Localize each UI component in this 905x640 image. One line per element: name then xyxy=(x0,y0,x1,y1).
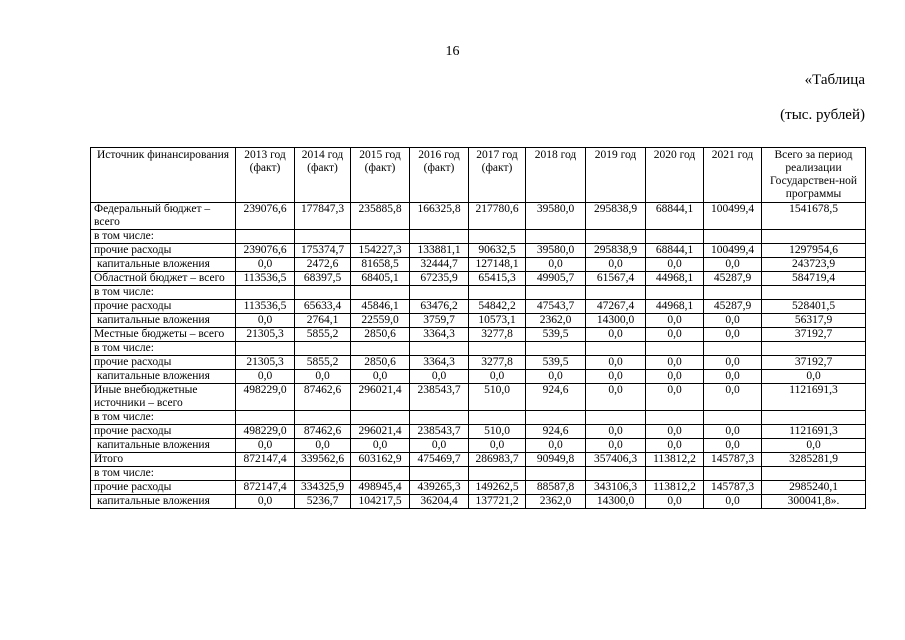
value-cell: 0,0 xyxy=(410,439,469,453)
value-cell: 0,0 xyxy=(704,384,762,411)
row-label: прочие расходы xyxy=(91,425,236,439)
header-year: 2021 год xyxy=(704,148,762,203)
empty-cell xyxy=(295,411,351,425)
subheader-label: в том числе: xyxy=(91,286,236,300)
total-cell: 1121691,3 xyxy=(762,384,866,411)
table-row xyxy=(91,370,866,384)
empty-cell xyxy=(646,286,704,300)
header-year: 2015 год (факт) xyxy=(351,148,410,203)
empty-cell xyxy=(704,411,762,425)
header-year: 2017 год (факт) xyxy=(469,148,526,203)
empty-cell xyxy=(410,230,469,244)
row-label: Итого xyxy=(91,453,236,467)
empty-cell xyxy=(646,230,704,244)
value-cell: 0,0 xyxy=(646,439,704,453)
subheader-label: в том числе: xyxy=(91,342,236,356)
row-label: прочие расходы xyxy=(91,244,236,258)
value-cell: 0,0 xyxy=(704,495,762,509)
subheader-row xyxy=(91,342,866,356)
subheader-row xyxy=(91,467,866,481)
value-cell: 0,0 xyxy=(526,439,586,453)
value-cell: 286983,7 xyxy=(469,453,526,467)
value-cell: 68397,5 xyxy=(295,272,351,286)
total-cell: 1121691,3 xyxy=(762,425,866,439)
empty-cell xyxy=(351,286,410,300)
value-cell: 2850,6 xyxy=(351,356,410,370)
value-cell: 0,0 xyxy=(646,258,704,272)
value-cell: 0,0 xyxy=(586,356,646,370)
empty-cell xyxy=(704,286,762,300)
value-cell: 0,0 xyxy=(646,495,704,509)
value-cell: 0,0 xyxy=(586,328,646,342)
table-row xyxy=(91,258,866,272)
empty-cell xyxy=(236,286,295,300)
value-cell: 296021,4 xyxy=(351,425,410,439)
empty-cell xyxy=(469,467,526,481)
value-cell: 0,0 xyxy=(586,370,646,384)
value-cell: 924,6 xyxy=(526,425,586,439)
total-cell: 0,0 xyxy=(762,439,866,453)
row-label: капитальные вложения xyxy=(91,495,236,509)
empty-cell xyxy=(351,230,410,244)
total-cell: 1297954,6 xyxy=(762,244,866,258)
value-cell: 872147,4 xyxy=(236,481,295,495)
value-cell: 14300,0 xyxy=(586,314,646,328)
row-label: прочие расходы xyxy=(91,356,236,370)
empty-cell xyxy=(586,342,646,356)
value-cell: 45287,9 xyxy=(704,272,762,286)
value-cell: 5855,2 xyxy=(295,356,351,370)
value-cell: 3277,8 xyxy=(469,328,526,342)
value-cell: 54842,2 xyxy=(469,300,526,314)
value-cell: 510,0 xyxy=(469,425,526,439)
empty-cell xyxy=(295,286,351,300)
value-cell: 104217,5 xyxy=(351,495,410,509)
empty-cell xyxy=(646,467,704,481)
row-label: капитальные вложения xyxy=(91,314,236,328)
empty-cell xyxy=(410,286,469,300)
value-cell: 175374,7 xyxy=(295,244,351,258)
header-year: 2016 год (факт) xyxy=(410,148,469,203)
total-cell: 3285281,9 xyxy=(762,453,866,467)
value-cell: 133881,1 xyxy=(410,244,469,258)
empty-cell xyxy=(762,411,866,425)
value-cell: 0,0 xyxy=(646,384,704,411)
header-total: Всего за период реализации Государствен-ной программы xyxy=(762,148,866,203)
value-cell: 475469,7 xyxy=(410,453,469,467)
value-cell: 0,0 xyxy=(351,439,410,453)
table-row xyxy=(91,272,866,286)
value-cell: 87462,6 xyxy=(295,425,351,439)
empty-cell xyxy=(351,411,410,425)
empty-cell xyxy=(646,342,704,356)
subheader-row xyxy=(91,230,866,244)
value-cell: 47267,4 xyxy=(586,300,646,314)
value-cell: 100499,4 xyxy=(704,244,762,258)
financing-table xyxy=(90,147,866,509)
value-cell: 0,0 xyxy=(526,370,586,384)
value-cell: 39580,0 xyxy=(526,203,586,230)
value-cell: 21305,3 xyxy=(236,356,295,370)
value-cell: 0,0 xyxy=(469,439,526,453)
value-cell: 295838,9 xyxy=(586,203,646,230)
value-cell: 5236,7 xyxy=(295,495,351,509)
table-caption: «Таблица xyxy=(804,72,865,88)
value-cell: 68844,1 xyxy=(646,203,704,230)
empty-cell xyxy=(295,342,351,356)
total-cell: 584719,4 xyxy=(762,272,866,286)
value-cell: 0,0 xyxy=(704,370,762,384)
total-cell: 56317,9 xyxy=(762,314,866,328)
empty-cell xyxy=(410,411,469,425)
table-row xyxy=(91,481,866,495)
empty-cell xyxy=(351,467,410,481)
value-cell: 0,0 xyxy=(236,439,295,453)
empty-cell xyxy=(526,467,586,481)
value-cell: 61567,4 xyxy=(586,272,646,286)
table-row xyxy=(91,328,866,342)
value-cell: 32444,7 xyxy=(410,258,469,272)
value-cell: 0,0 xyxy=(646,328,704,342)
subheader-label: в том числе: xyxy=(91,467,236,481)
value-cell: 49905,7 xyxy=(526,272,586,286)
value-cell: 10573,1 xyxy=(469,314,526,328)
value-cell: 45846,1 xyxy=(351,300,410,314)
empty-cell xyxy=(236,411,295,425)
empty-cell xyxy=(762,230,866,244)
value-cell: 22559,0 xyxy=(351,314,410,328)
page-number: 16 xyxy=(445,44,460,59)
table-row xyxy=(91,495,866,509)
value-cell: 539,5 xyxy=(526,356,586,370)
row-label: Областной бюджет – всего xyxy=(91,272,236,286)
empty-cell xyxy=(526,286,586,300)
value-cell: 498945,4 xyxy=(351,481,410,495)
value-cell: 0,0 xyxy=(236,314,295,328)
total-cell: 2985240,1 xyxy=(762,481,866,495)
value-cell: 439265,3 xyxy=(410,481,469,495)
header-year: 2020 год xyxy=(646,148,704,203)
row-label: прочие расходы xyxy=(91,300,236,314)
value-cell: 296021,4 xyxy=(351,384,410,411)
value-cell: 0,0 xyxy=(236,258,295,272)
empty-cell xyxy=(704,230,762,244)
empty-cell xyxy=(646,411,704,425)
value-cell: 5855,2 xyxy=(295,328,351,342)
value-cell: 0,0 xyxy=(586,439,646,453)
value-cell: 113812,2 xyxy=(646,453,704,467)
empty-cell xyxy=(526,411,586,425)
value-cell: 63476,2 xyxy=(410,300,469,314)
value-cell: 154227,3 xyxy=(351,244,410,258)
subheader-row xyxy=(91,411,866,425)
value-cell: 65415,3 xyxy=(469,272,526,286)
row-label: Местные бюджеты – всего xyxy=(91,328,236,342)
value-cell: 145787,3 xyxy=(704,453,762,467)
value-cell: 0,0 xyxy=(646,314,704,328)
header-year: 2018 год xyxy=(526,148,586,203)
row-label: Федеральный бюджет – всего xyxy=(91,203,236,230)
value-cell: 0,0 xyxy=(410,370,469,384)
empty-cell xyxy=(586,286,646,300)
value-cell: 68844,1 xyxy=(646,244,704,258)
row-label: капитальные вложения xyxy=(91,258,236,272)
empty-cell xyxy=(469,411,526,425)
empty-cell xyxy=(351,342,410,356)
table-header-row xyxy=(91,148,866,203)
value-cell: 498229,0 xyxy=(236,384,295,411)
value-cell: 44968,1 xyxy=(646,300,704,314)
table-row xyxy=(91,314,866,328)
value-cell: 149262,5 xyxy=(469,481,526,495)
table-row xyxy=(91,300,866,314)
value-cell: 166325,8 xyxy=(410,203,469,230)
value-cell: 68405,1 xyxy=(351,272,410,286)
value-cell: 0,0 xyxy=(704,314,762,328)
value-cell: 113812,2 xyxy=(646,481,704,495)
value-cell: 0,0 xyxy=(704,425,762,439)
value-cell: 65633,4 xyxy=(295,300,351,314)
row-label: прочие расходы xyxy=(91,481,236,495)
value-cell: 2362,0 xyxy=(526,314,586,328)
value-cell: 47543,7 xyxy=(526,300,586,314)
value-cell: 217780,6 xyxy=(469,203,526,230)
value-cell: 3759,7 xyxy=(410,314,469,328)
table-row xyxy=(91,203,866,230)
empty-cell xyxy=(410,467,469,481)
value-cell: 3364,3 xyxy=(410,356,469,370)
value-cell: 498229,0 xyxy=(236,425,295,439)
value-cell: 81658,5 xyxy=(351,258,410,272)
table-row xyxy=(91,453,866,467)
units-label: (тыс. рублей) xyxy=(780,107,865,123)
empty-cell xyxy=(469,286,526,300)
total-cell: 1541678,5 xyxy=(762,203,866,230)
value-cell: 21305,3 xyxy=(236,328,295,342)
value-cell: 90949,8 xyxy=(526,453,586,467)
total-cell: 243723,9 xyxy=(762,258,866,272)
value-cell: 510,0 xyxy=(469,384,526,411)
row-label: Иные внебюджетные источники – всего xyxy=(91,384,236,411)
value-cell: 113536,5 xyxy=(236,272,295,286)
value-cell: 924,6 xyxy=(526,384,586,411)
value-cell: 0,0 xyxy=(586,384,646,411)
value-cell: 39580,0 xyxy=(526,244,586,258)
value-cell: 239076,6 xyxy=(236,244,295,258)
empty-cell xyxy=(704,467,762,481)
subheader-label: в том числе: xyxy=(91,411,236,425)
empty-cell xyxy=(762,467,866,481)
empty-cell xyxy=(526,230,586,244)
value-cell: 44968,1 xyxy=(646,272,704,286)
total-cell: 37192,7 xyxy=(762,328,866,342)
empty-cell xyxy=(469,230,526,244)
value-cell: 87462,6 xyxy=(295,384,351,411)
value-cell: 0,0 xyxy=(704,439,762,453)
value-cell: 235885,8 xyxy=(351,203,410,230)
value-cell: 90632,5 xyxy=(469,244,526,258)
value-cell: 0,0 xyxy=(351,370,410,384)
value-cell: 0,0 xyxy=(469,370,526,384)
table-body xyxy=(91,203,866,509)
value-cell: 45287,9 xyxy=(704,300,762,314)
value-cell: 2472,6 xyxy=(295,258,351,272)
header-year: 2014 год (факт) xyxy=(295,148,351,203)
table-row xyxy=(91,384,866,411)
total-cell: 300041,8». xyxy=(762,495,866,509)
empty-cell xyxy=(526,342,586,356)
value-cell: 177847,3 xyxy=(295,203,351,230)
value-cell: 872147,4 xyxy=(236,453,295,467)
table-row xyxy=(91,425,866,439)
value-cell: 100499,4 xyxy=(704,203,762,230)
value-cell: 339562,6 xyxy=(295,453,351,467)
empty-cell xyxy=(762,342,866,356)
empty-cell xyxy=(586,467,646,481)
empty-cell xyxy=(762,286,866,300)
value-cell: 0,0 xyxy=(236,370,295,384)
value-cell: 0,0 xyxy=(295,439,351,453)
value-cell: 127148,1 xyxy=(469,258,526,272)
value-cell: 0,0 xyxy=(526,258,586,272)
empty-cell xyxy=(704,342,762,356)
subheader-label: в том числе: xyxy=(91,230,236,244)
subheader-row xyxy=(91,286,866,300)
value-cell: 0,0 xyxy=(704,328,762,342)
value-cell: 238543,7 xyxy=(410,425,469,439)
total-cell: 0,0 xyxy=(762,370,866,384)
value-cell: 0,0 xyxy=(236,495,295,509)
value-cell: 2362,0 xyxy=(526,495,586,509)
value-cell: 14300,0 xyxy=(586,495,646,509)
value-cell: 3364,3 xyxy=(410,328,469,342)
empty-cell xyxy=(586,411,646,425)
value-cell: 67235,9 xyxy=(410,272,469,286)
value-cell: 2850,6 xyxy=(351,328,410,342)
row-label: капитальные вложения xyxy=(91,439,236,453)
value-cell: 239076,6 xyxy=(236,203,295,230)
value-cell: 3277,8 xyxy=(469,356,526,370)
value-cell: 603162,9 xyxy=(351,453,410,467)
value-cell: 2764,1 xyxy=(295,314,351,328)
value-cell: 295838,9 xyxy=(586,244,646,258)
value-cell: 238543,7 xyxy=(410,384,469,411)
header-source: Источник финансирования xyxy=(91,148,236,203)
value-cell: 88587,8 xyxy=(526,481,586,495)
table-row xyxy=(91,244,866,258)
value-cell: 36204,4 xyxy=(410,495,469,509)
row-label: капитальные вложения xyxy=(91,370,236,384)
value-cell: 0,0 xyxy=(295,370,351,384)
empty-cell xyxy=(295,467,351,481)
empty-cell xyxy=(469,342,526,356)
value-cell: 137721,2 xyxy=(469,495,526,509)
value-cell: 0,0 xyxy=(646,370,704,384)
table-row xyxy=(91,356,866,370)
total-cell: 37192,7 xyxy=(762,356,866,370)
value-cell: 357406,3 xyxy=(586,453,646,467)
value-cell: 334325,9 xyxy=(295,481,351,495)
empty-cell xyxy=(295,230,351,244)
value-cell: 343106,3 xyxy=(586,481,646,495)
value-cell: 0,0 xyxy=(586,425,646,439)
table-row xyxy=(91,439,866,453)
value-cell: 0,0 xyxy=(646,425,704,439)
empty-cell xyxy=(410,342,469,356)
empty-cell xyxy=(236,230,295,244)
value-cell: 539,5 xyxy=(526,328,586,342)
value-cell: 0,0 xyxy=(704,356,762,370)
empty-cell xyxy=(586,230,646,244)
empty-cell xyxy=(236,467,295,481)
value-cell: 113536,5 xyxy=(236,300,295,314)
empty-cell xyxy=(236,342,295,356)
value-cell: 145787,3 xyxy=(704,481,762,495)
header-year: 2019 год xyxy=(586,148,646,203)
value-cell: 0,0 xyxy=(586,258,646,272)
total-cell: 528401,5 xyxy=(762,300,866,314)
value-cell: 0,0 xyxy=(646,356,704,370)
value-cell: 0,0 xyxy=(704,258,762,272)
header-year: 2013 год (факт) xyxy=(236,148,295,203)
